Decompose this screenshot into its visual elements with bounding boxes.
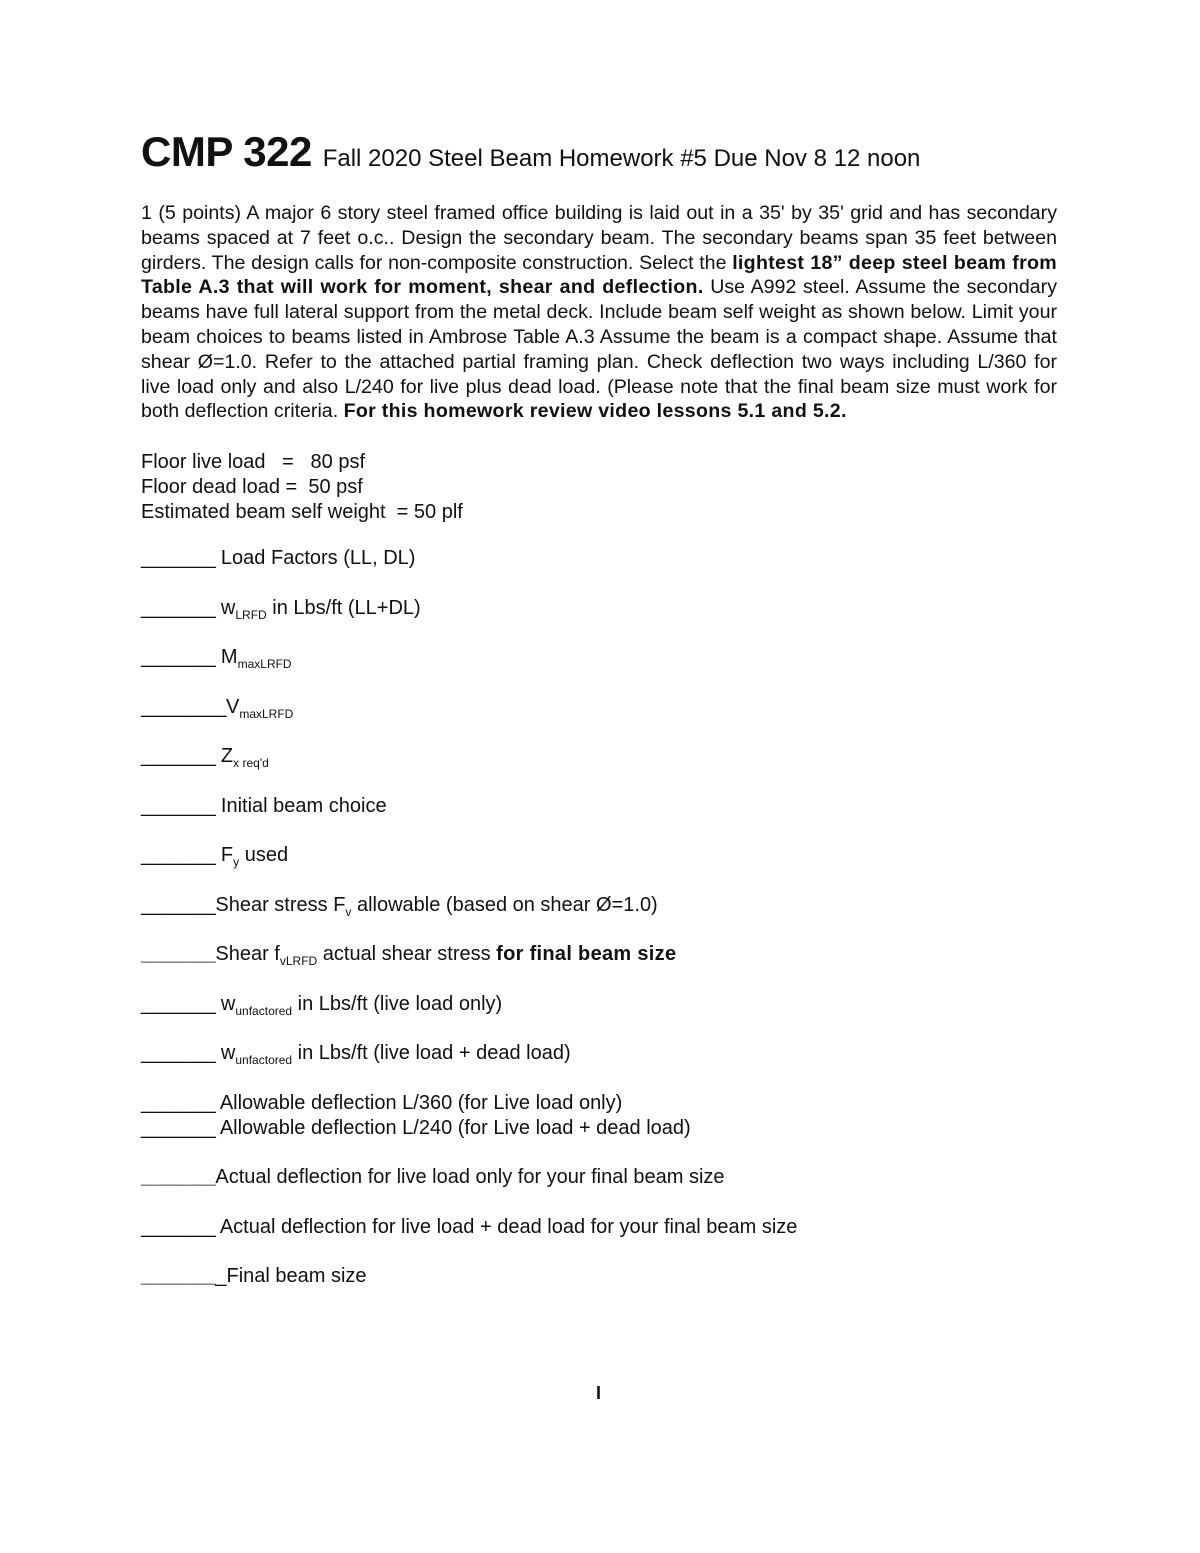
answer-label: Initial beam choice	[215, 794, 387, 817]
answer-item-load-factors	[141, 547, 1057, 597]
page-title	[141, 120, 1057, 191]
answer-blank[interactable]: ________	[141, 695, 226, 718]
answer-subscript: maxLRFD	[237, 657, 292, 672]
answer-blank[interactable]: _______	[141, 844, 216, 867]
answer-subscript: unfactored	[235, 1053, 293, 1068]
load-list	[141, 450, 1057, 525]
answer-blank[interactable]: _______	[141, 1042, 216, 1065]
answer-item-shear-actual	[141, 943, 1057, 993]
homework-page	[141, 120, 1057, 1315]
answer-item-w-unfactored-total	[141, 1042, 1057, 1092]
answer-label: M	[215, 646, 238, 669]
answer-item-fy	[141, 844, 1057, 894]
page-number: I	[596, 1383, 602, 1403]
answer-blank[interactable]: _______	[141, 1091, 216, 1114]
answer-label-rest: in Lbs/ft (LL+DL)	[266, 596, 421, 619]
answer-blank[interactable]: _______	[141, 596, 216, 619]
self-weight-line: Estimated beam self weight = 50 plf	[141, 501, 463, 524]
answer-label-rest: used	[239, 844, 289, 867]
answer-item-final-beam	[141, 1265, 1057, 1315]
problem-video-note: For this homework review video lessons 5.1 and 5.2.	[343, 400, 847, 423]
answer-blank[interactable]: _______	[141, 893, 216, 916]
answer-blank[interactable]: _______	[141, 943, 216, 966]
answer-item-initial-beam	[141, 795, 1057, 845]
answer-subscript: y	[233, 855, 240, 870]
answer-subscript: x req'd	[233, 756, 269, 771]
answer-blank[interactable]: _______	[141, 1116, 216, 1139]
answer-label: Actual deflection for live load + dead load for your final beam size	[215, 1215, 798, 1238]
answer-label: Allowable deflection L/360 (for Live load only)	[215, 1091, 623, 1114]
problem-intro: 1 (5 points) A major 6 story steel framed office building is laid out in a 35' by 35' grid and has secondary beams spaced at 7 feet o.c.. Design the secondary beam. The secondary beams span 35 feet between girders. The design calls for non-composite construction. Select the	[141, 202, 1057, 274]
answer-subscript: v	[345, 904, 352, 919]
answer-label: _Final beam size	[215, 1265, 367, 1288]
answer-item-allowable-l240	[141, 1117, 1057, 1167]
live-load-line: Floor live load = 80 psf	[141, 451, 366, 474]
answer-label-rest: in Lbs/ft (live load only)	[292, 992, 503, 1015]
answer-subscript: vLRFD	[279, 954, 318, 969]
answer-item-w-unfactored-live	[141, 993, 1057, 1043]
answer-label: V	[225, 695, 240, 718]
answer-blank[interactable]: _______	[141, 1166, 216, 1189]
problem-statement	[141, 201, 1057, 424]
answer-item-allowable-l360	[141, 1092, 1057, 1117]
answer-blank[interactable]: _______	[141, 794, 216, 817]
answer-blank[interactable]: _______	[141, 1265, 216, 1288]
answer-subscript: LRFD	[235, 607, 267, 622]
assignment-subtitle: Fall 2020 Steel Beam Homework #5 Due Nov 8 12 noon	[322, 145, 921, 172]
answer-label: F	[215, 844, 234, 867]
answer-blank[interactable]: _______	[141, 646, 216, 669]
answer-blank[interactable]: _______	[141, 547, 216, 570]
answer-label: Load Factors (LL, DL)	[215, 547, 416, 570]
answer-list	[141, 547, 1057, 1315]
answer-label: Shear stress F	[215, 893, 346, 916]
answer-item-actual-deflection-total	[141, 1216, 1057, 1266]
answer-label: w	[215, 1042, 236, 1065]
answer-blank[interactable]: _______	[141, 992, 216, 1015]
problem-requirement: lightest 18” deep steel beam from Table A.3 that will work for moment, shear and deflection.	[141, 251, 1057, 299]
answer-label: Allowable deflection L/240 (for Live load + dead load)	[215, 1116, 691, 1139]
dead-load-line: Floor dead load = 50 psf	[141, 476, 363, 499]
answer-blank[interactable]: _______	[141, 1215, 216, 1238]
answer-blank[interactable]: _______	[141, 745, 216, 768]
problem-body: Use A992 steel. Assume the secondary beams have full lateral support from the metal deck. Include beam self weight as shown below. Limit your beam choices to beams listed in Ambrose Table A.3 Assume the beam is a compact shape. Assume that shear Ø=1.0. Refer to the attached partial framing plan. Check deflection two ways including L/360 for live load only and also L/240 for live plus dead load. (Please note that the final beam size must work for both deflection criteria.	[141, 276, 1058, 423]
answer-item-m-max	[141, 646, 1057, 696]
answer-label-bold: for final beam size	[496, 943, 677, 966]
answer-label-rest: allowable (based on shear Ø=1.0)	[351, 893, 658, 916]
answer-subscript: unfactored	[235, 1003, 293, 1018]
course-code: CMP 322	[141, 128, 312, 175]
answer-label: w	[215, 596, 236, 619]
answer-item-actual-deflection-live	[141, 1166, 1057, 1216]
answer-item-zx-reqd	[141, 745, 1057, 795]
answer-item-w-lrfd	[141, 597, 1057, 647]
answer-label-rest: in Lbs/ft (live load + dead load)	[292, 1042, 571, 1065]
answer-item-v-max	[141, 696, 1057, 746]
answer-label: w	[215, 992, 236, 1015]
answer-label: Z	[215, 745, 234, 768]
answer-label: Shear f	[215, 943, 280, 966]
answer-item-shear-allowable	[141, 894, 1057, 944]
answer-subscript: maxLRFD	[239, 706, 294, 721]
answer-label: Actual deflection for live load only for your final beam size	[215, 1166, 725, 1189]
answer-label-rest: actual shear stress	[317, 943, 497, 966]
